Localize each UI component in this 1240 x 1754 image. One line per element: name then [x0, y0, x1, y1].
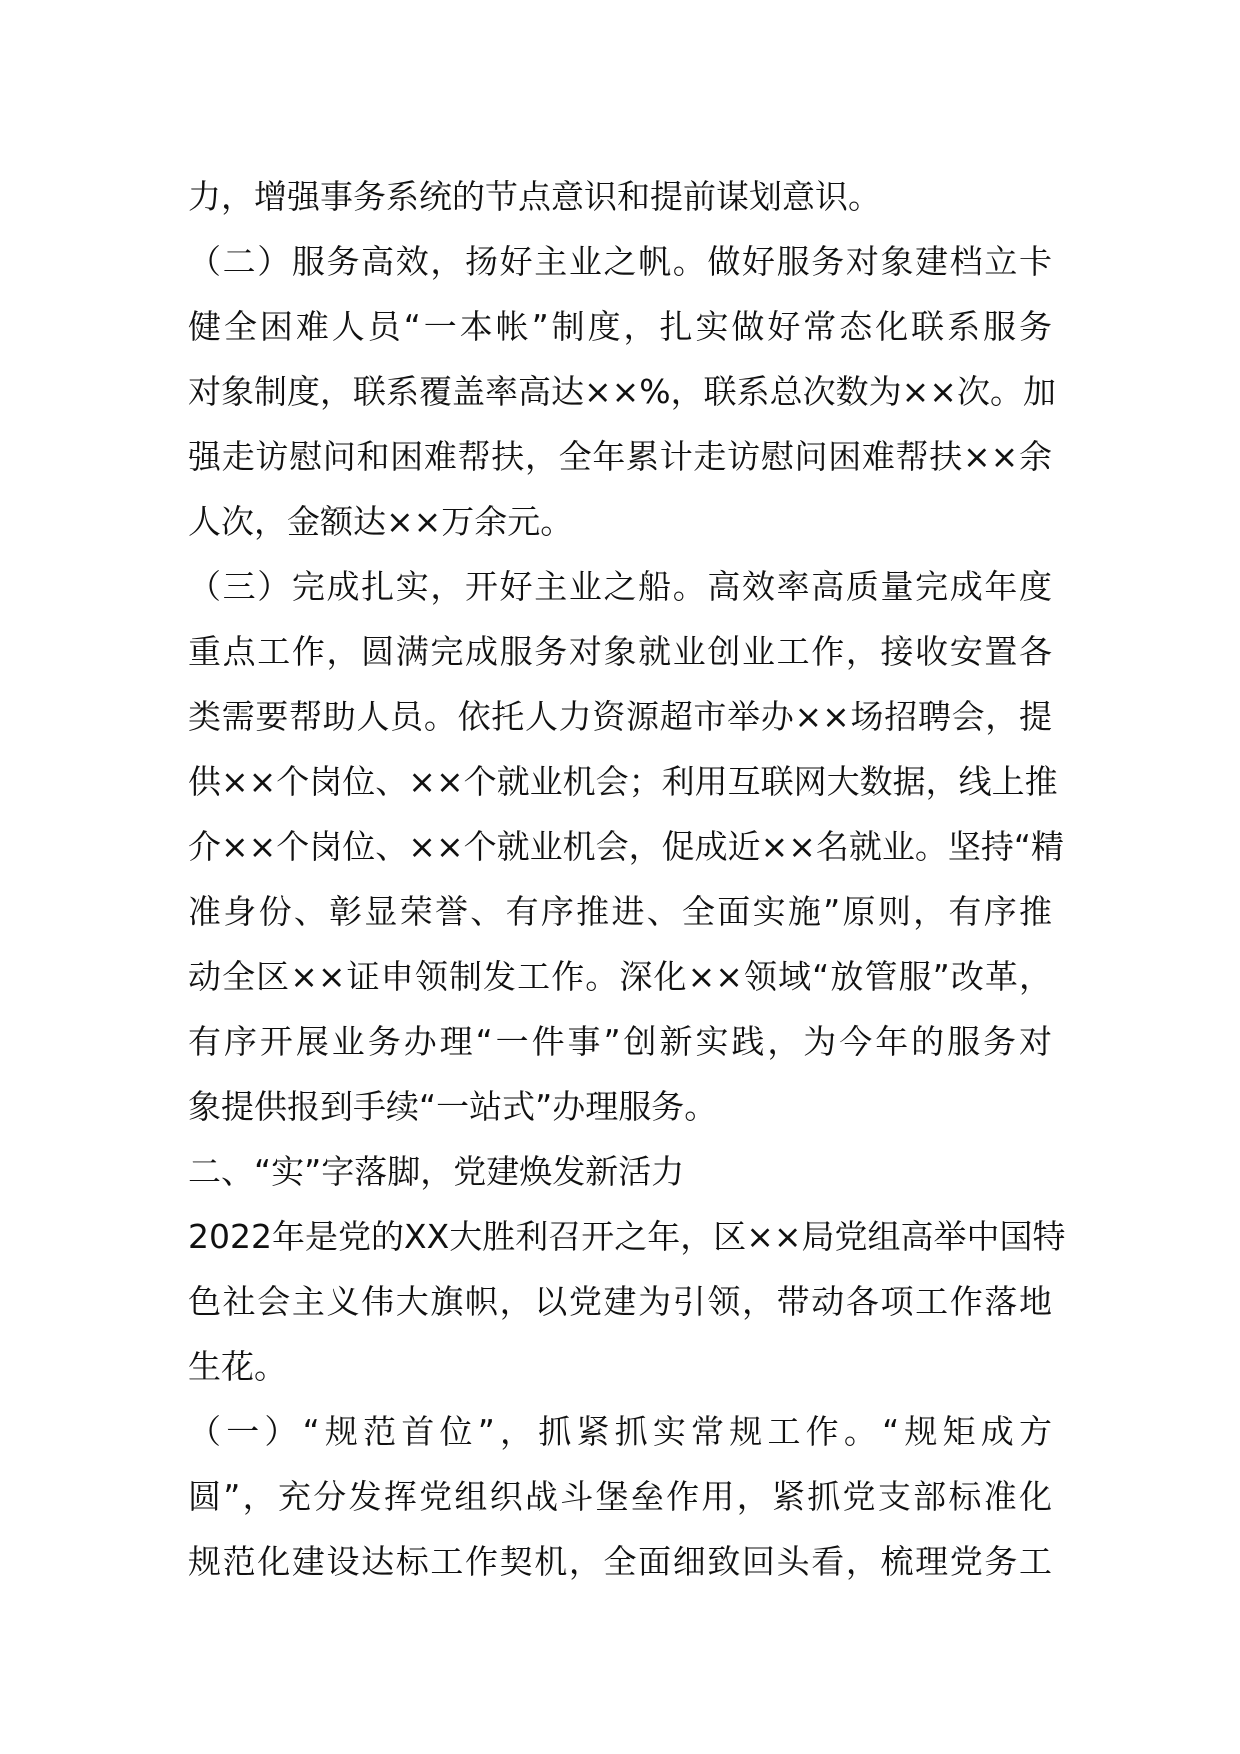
text-line: 圆”，充分发挥党组织战斗堡垒作用，紧抓党支部标准化 [188, 1477, 1052, 1516]
text-line: （二）服务高效，扬好主业之帆。做好服务对象建档立卡 [188, 242, 1052, 281]
section-heading-2 [188, 1139, 1052, 1204]
text-line: 类需要帮助人员。依托人力资源超市举办××场招聘会，提 [188, 697, 1052, 736]
paragraph-intro-tail [188, 164, 1052, 229]
text-line: 色社会主义伟大旗帜，以党建为引领，带动各项工作落地 [188, 1282, 1052, 1321]
document-body [188, 164, 1066, 1594]
paragraph-solid-completion [188, 554, 1064, 1139]
text-line: 重点工作，圆满完成服务对象就业创业工作，接收安置各 [188, 632, 1052, 671]
text-line: 力，增强事务系统的节点意识和提前谋划意识。 [188, 177, 881, 216]
text-line: 规范化建设达标工作契机，全面细致回头看，梳理党务工 [188, 1542, 1052, 1581]
text-line: 动全区××证申领制发工作。深化××领域“放管服”改革， [188, 957, 1052, 996]
text-line: 象提供报到手续“一站式”办理服务。 [188, 1087, 718, 1126]
text-line: 人次，金额达××万余元。 [188, 502, 574, 541]
heading-line: 二、“实”字落脚，党建焕发新活力 [188, 1152, 685, 1191]
text-line: 介××个岗位、××个就业机会，促成近××名就业。坚持“精 [188, 827, 1064, 866]
text-line: 强走访慰问和困难帮扶，全年累计走访慰问困难帮扶××余 [188, 437, 1052, 476]
text-line: 有序开展业务办理“一件事”创新实践，为今年的服务对 [188, 1022, 1052, 1061]
paragraph-standard-first [188, 1399, 1052, 1594]
text-line: 2022年是党的XX大胜利召开之年，区××局党组高举中国特 [188, 1217, 1066, 1256]
text-line: 对象制度，联系覆盖率高达××%，联系总次数为××次。加 [188, 372, 1056, 411]
text-line: （一）“规范首位”，抓紧抓实常规工作。“规矩成方 [188, 1412, 1052, 1451]
text-line: 健全困难人员“一本帐”制度，扎实做好常态化联系服务 [188, 307, 1052, 346]
text-line: 准身份、彰显荣誉、有序推进、全面实施”原则，有序推 [188, 892, 1052, 931]
paragraph-party-building-intro [188, 1204, 1066, 1399]
paragraph-service-efficiency [188, 229, 1056, 554]
text-line: 生花。 [188, 1347, 287, 1386]
text-line: 供××个岗位、××个就业机会；利用互联网大数据，线上推 [188, 762, 1058, 801]
text-line: （三）完成扎实，开好主业之船。高效率高质量完成年度 [188, 567, 1052, 606]
